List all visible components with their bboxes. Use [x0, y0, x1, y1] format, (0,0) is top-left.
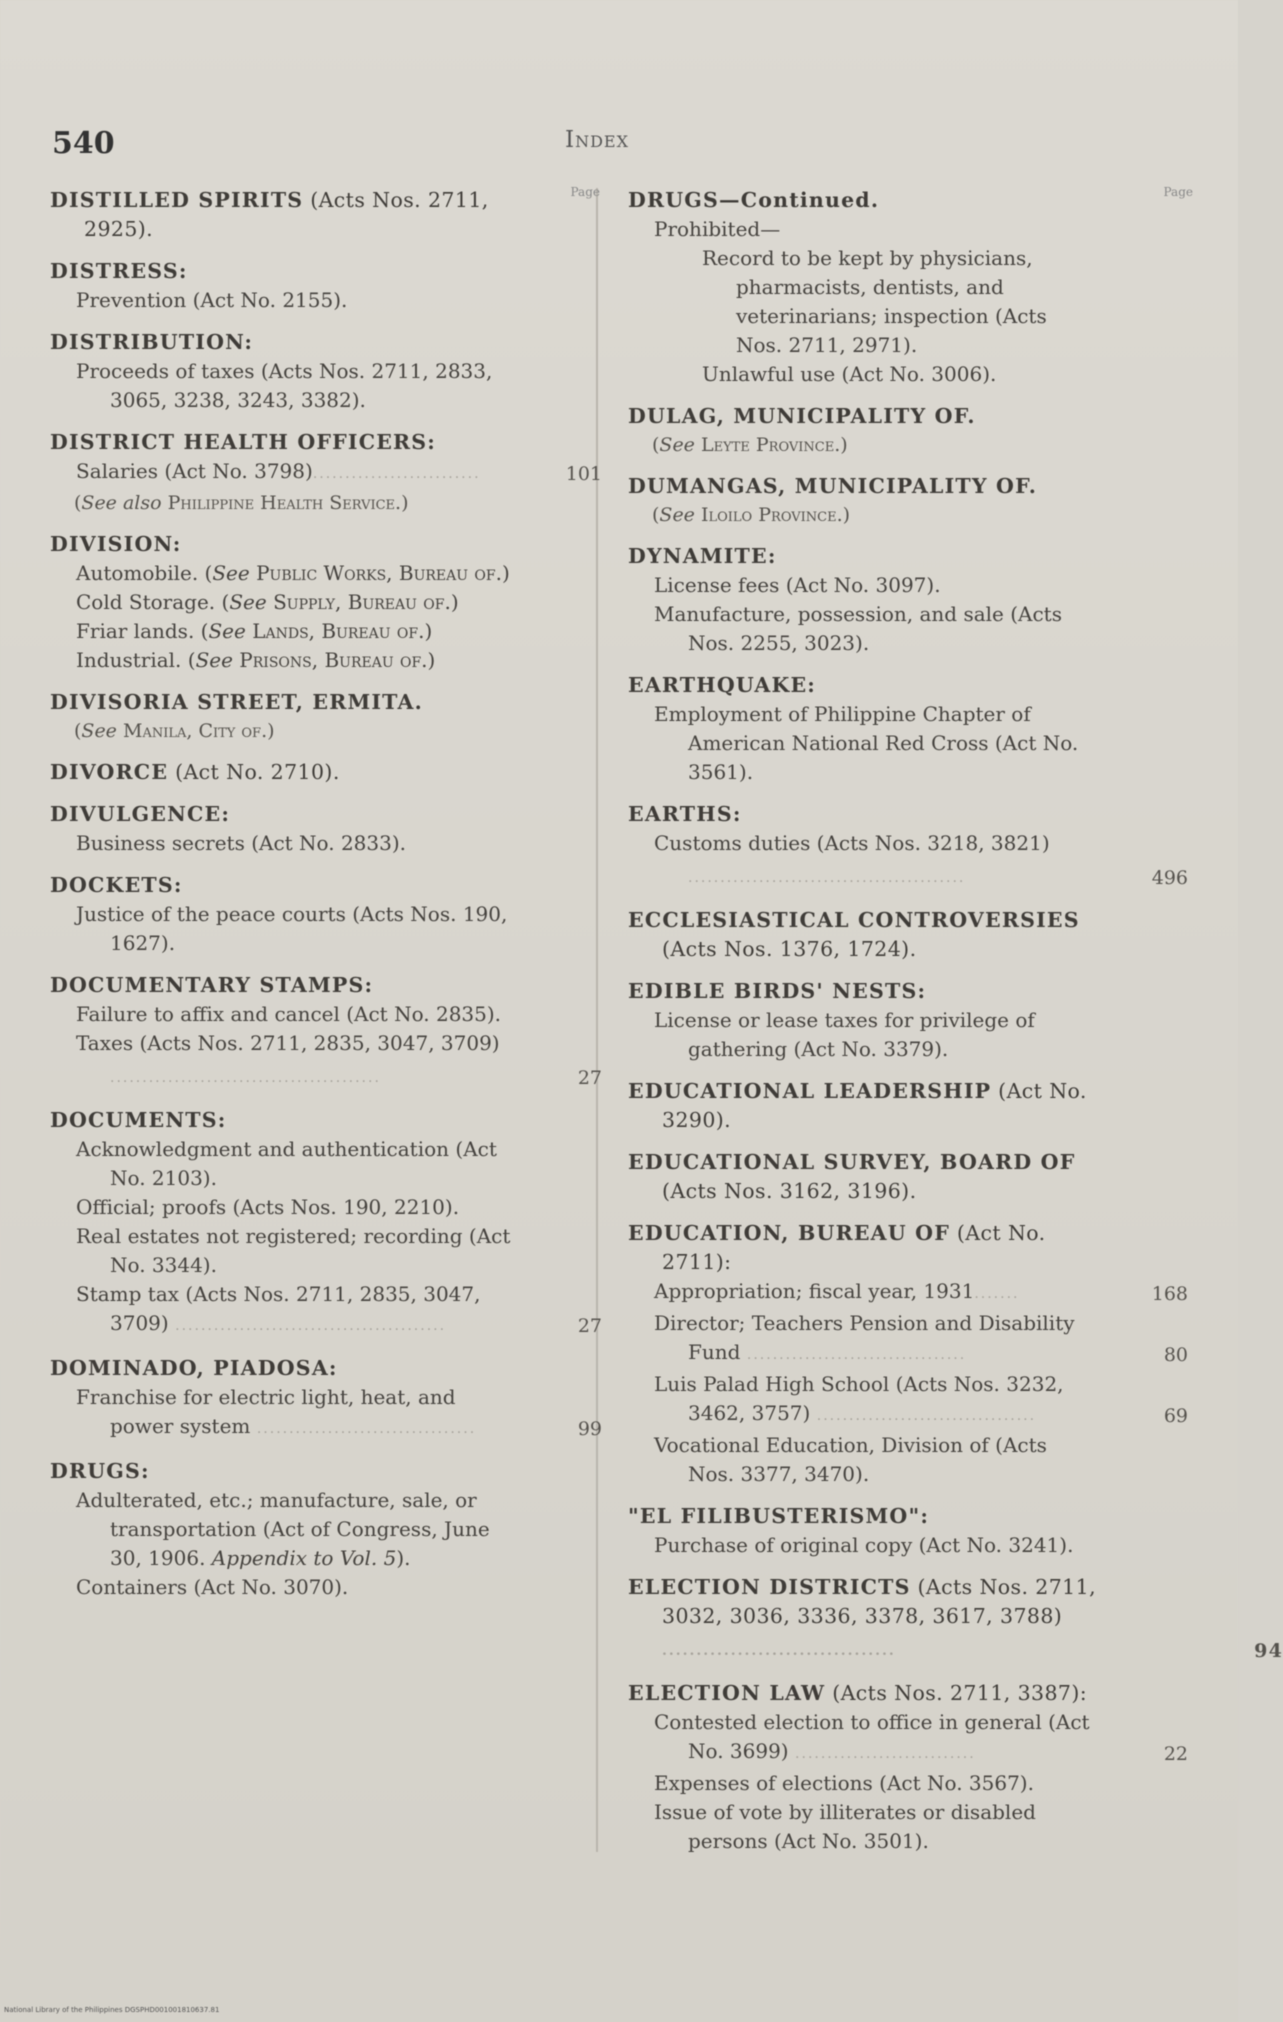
- page-ref: 168: [1151, 1283, 1188, 1305]
- sub-entry: Issue of vote by illiterates or disabled persons (Act No. 3501).: [654, 1800, 1036, 1853]
- see-ref: (See Iloilo Province.): [652, 504, 851, 526]
- sub-entry: [50, 588, 590, 617]
- see-label: See: [212, 561, 250, 585]
- index-entry: [50, 800, 590, 858]
- sub-entry-text: ).: [396, 1546, 411, 1570]
- entry-heading: DIVORCE: [50, 760, 169, 784]
- entry-reference: (Act No. 2710).: [168, 760, 340, 784]
- page-column-label: Page: [1163, 185, 1193, 199]
- sub-entry-text: Stamp tax (Acts Nos. 2711, 2835, 3047, 3709): [76, 1282, 481, 1335]
- entry-reference: (Acts Nos. 3162, 3196).: [662, 1179, 917, 1203]
- entry-heading: DOMINADO, PIADOSA:: [50, 1356, 338, 1380]
- page-ref: 69: [1163, 1405, 1188, 1427]
- entry-heading: EARTHQUAKE:: [628, 673, 817, 697]
- sub-entry-text: Adulterated, etc.; manufacture, sale, or transportation (Act of Congress, June 30, 1906.: [76, 1488, 490, 1570]
- entry-reference: (Act No. 3290).: [662, 1079, 1087, 1132]
- entry-heading: DYNAMITE:: [628, 544, 777, 568]
- see-target: Leyte Province.): [700, 434, 848, 456]
- entry-heading: EDUCATIONAL SURVEY, BOARD OF: [628, 1150, 1076, 1174]
- entry-heading: DISTRICT HEALTH OFFICERS:: [50, 430, 437, 454]
- index-entry: [50, 328, 590, 415]
- sub-entry-text: Industrial. (: [76, 648, 196, 672]
- entry-reference: (Acts Nos. 2711, 3032, 3036, 3336, 3378, 3617, 3788): [662, 1575, 1096, 1628]
- index-entry: [628, 671, 1193, 787]
- sub-entry: Expenses of elections (Act No. 3567).: [654, 1771, 1034, 1795]
- entry-reference: (Acts Nos. 2711, 2925).: [84, 188, 489, 241]
- left-column: [50, 185, 602, 1615]
- sub-entry: Real estates not registered; recording (Act No. 3344).: [76, 1224, 511, 1277]
- see-ref: (See Leyte Province.): [652, 434, 848, 456]
- sub-entry: Failure to affix and cancel (Act No. 2835).: [76, 1002, 502, 1026]
- index-entry: [50, 186, 590, 244]
- index-entry: [628, 1219, 1193, 1489]
- entry-heading: DIVISION:: [50, 532, 182, 556]
- entry-reference: (Acts Nos. 2711, 3387):: [825, 1681, 1088, 1705]
- entry-heading: ECCLESIASTICAL CONTROVERSIES: [628, 908, 1080, 932]
- see-target: Manila, City of.): [122, 720, 275, 742]
- sub-entry: Stamp tax (Acts Nos. 2711, 2835, 3047, 3709) .......................................... 27: [50, 1280, 590, 1341]
- see-label: See: [208, 619, 246, 643]
- sub-entry: Contested election to office in general (Act No. 3699) ............................ 22: [628, 1708, 1193, 1769]
- index-entry: [628, 800, 1193, 893]
- see-target: Philippine Health Service.): [167, 492, 409, 514]
- page-ref: 101: [565, 463, 602, 485]
- entry-heading: "EL FILIBUSTERISMO":: [628, 1504, 930, 1528]
- index-entry: [628, 1502, 1193, 1560]
- entry-heading: EDUCATION, BUREAU OF: [628, 1221, 950, 1245]
- see-target: Public Works, Bureau of.): [256, 561, 510, 585]
- index-entry: [50, 758, 590, 787]
- sub-entry-text: Luis Palad High School (Acts Nos. 3232, 3462, 3757): [654, 1372, 1064, 1425]
- sub-entry-text: Appropriation; fiscal year, 1931: [654, 1279, 975, 1303]
- right-column: [628, 185, 1283, 1869]
- entry-heading: DISTRESS:: [50, 259, 188, 283]
- sub-entry-text: Director; Teachers Pension and Disability Fund: [654, 1311, 1075, 1364]
- index-entry: [628, 906, 1193, 964]
- sub-entry: Purchase of original copy (Act No. 3241).: [654, 1533, 1074, 1557]
- see-also-ref: (See also Philippine Health Service.): [74, 492, 409, 514]
- page-ref: 80: [1163, 1344, 1188, 1366]
- sub-entry-text: Contested election to office in general (Act No. 3699): [654, 1710, 1090, 1763]
- sub-entry: Salaries (Act No. 3798).......................... 101: [50, 457, 590, 489]
- index-entry: [628, 542, 1193, 658]
- sub-entry: Employment of Philippine Chapter of American National Red Cross (Act No. 3561).: [654, 702, 1079, 784]
- page-ref: 27: [577, 1315, 602, 1337]
- index-entry: [50, 971, 602, 1093]
- entry-heading: DOCUMENTS:: [50, 1108, 227, 1132]
- index-entry: [50, 1354, 602, 1444]
- sub-entry-text: Cold Storage. (: [76, 590, 230, 614]
- index-entry: [628, 1077, 1193, 1135]
- page-ref: 496: [1151, 867, 1188, 889]
- sub-entry: Manufacture, possession, and sale (Acts Nos. 2255, 3023).: [654, 602, 1062, 655]
- sub-entry: Appropriation; fiscal year, 1931....... 168: [628, 1277, 1193, 1309]
- entry-heading: DISTILLED SPIRITS: [50, 188, 304, 212]
- entry-heading: ELECTION LAW: [628, 1681, 826, 1705]
- see-label: See: [229, 590, 267, 614]
- page-ref: 22: [1163, 1743, 1188, 1765]
- sub-entry: Unlawful use (Act No. 3006).: [702, 362, 997, 386]
- entry-heading: EDUCATIONAL LEADERSHIP: [628, 1079, 992, 1103]
- see-target: Prisons, Bureau of.): [239, 648, 436, 672]
- sub-entry: Record to be kept by physicians, pharmacists, dentists, and veterinarians; inspection (Acts Nos. 2711, 2971).: [702, 246, 1047, 357]
- see-label: See: [659, 434, 695, 456]
- see-target: Supply, Bureau of.): [273, 590, 459, 614]
- index-entry: [628, 186, 1193, 389]
- page-column-label: Page: [570, 185, 600, 199]
- sub-entry: Acknowledgment and authentication (Act No. 2103).: [76, 1137, 497, 1190]
- sub-entry: Official; proofs (Acts Nos. 190, 2210).: [76, 1195, 460, 1219]
- see-label: See: [195, 648, 233, 672]
- entry-heading: DRUGS:: [50, 1459, 150, 1483]
- sub-entry: License or lease taxes for privilege of gathering (Act No. 3379).: [654, 1008, 1035, 1061]
- index-entry: [50, 1106, 602, 1341]
- sub-entry: Luis Palad High School (Acts Nos. 3232, 3462, 3757) .................................. 69: [628, 1370, 1193, 1431]
- sub-entry: Proceeds of taxes (Acts Nos. 2711, 2833, 3065, 3238, 3243, 3382).: [76, 359, 493, 412]
- sub-entry-text: Salaries (Act No. 3798): [76, 459, 313, 483]
- sub-entry-text: Customs duties (Acts Nos. 3218, 3821): [654, 831, 1050, 855]
- sub-entry: [50, 559, 590, 588]
- appendix-ref: Appendix to Vol. 5: [211, 1546, 397, 1570]
- see-label: See also: [81, 492, 162, 514]
- index-entry: [628, 402, 1193, 459]
- index-entry: [628, 1148, 1193, 1206]
- entry-heading: DOCKETS:: [50, 873, 183, 897]
- index-entry: [628, 977, 1193, 1064]
- page-ref: 99: [577, 1418, 602, 1440]
- scan-footer: National Library of the Philippines DGSPHD001001810637.81: [4, 2006, 220, 2014]
- index-entry: [628, 472, 1193, 529]
- page-ref: 27: [577, 1067, 602, 1089]
- sub-entry: Business secrets (Act No. 2833).: [76, 831, 406, 855]
- sub-entry: Vocational Education, Division of (Acts Nos. 3377, 3470).: [654, 1433, 1047, 1486]
- see-target: Lands, Bureau of.): [252, 619, 433, 643]
- entry-heading: DIVULGENCE:: [50, 802, 231, 826]
- entry-heading: DOCUMENTARY STAMPS:: [50, 973, 374, 997]
- sub-entry-text: Friar lands. (: [76, 619, 209, 643]
- entry-heading: ELECTION DISTRICTS: [628, 1575, 911, 1599]
- page-ref: 94: [1254, 1640, 1283, 1662]
- entry-heading: EDIBLE BIRDS' NESTS:: [628, 979, 927, 1003]
- sub-entry: Franchise for electric light, heat, and power system .................................. 99: [50, 1383, 590, 1444]
- index-entry: [50, 257, 590, 315]
- sub-entry: Prevention (Act No. 2155).: [76, 288, 348, 312]
- sub-entry: [50, 646, 590, 675]
- index-entry: [50, 688, 590, 745]
- sub-entry: License fees (Act No. 3097).: [654, 573, 941, 597]
- sub-entry: Prohibited—: [654, 217, 781, 241]
- sub-entry: Director; Teachers Pension and Disability Fund .................................. 80: [628, 1309, 1193, 1370]
- sub-entry-text: Automobile. (: [76, 561, 213, 585]
- sub-entry-text: Taxes (Acts Nos. 2711, 2835, 3047, 3709): [76, 1031, 500, 1055]
- page-number: 540: [52, 126, 115, 161]
- entry-heading: DIVISORIA STREET, ERMITA.: [50, 690, 423, 714]
- running-head: Index: [565, 127, 629, 153]
- see-label: See: [659, 504, 695, 526]
- entry-heading: DRUGS—Continued.: [628, 188, 880, 212]
- index-entry: [50, 1457, 590, 1602]
- entry-heading: DUMANGAS, MUNICIPALITY OF.: [628, 474, 1038, 498]
- see-target: Iloilo Province.): [700, 504, 851, 526]
- entry-reference: (Act No. 2711):: [662, 1221, 1046, 1274]
- entry-heading: DULAG, MUNICIPALITY OF.: [628, 404, 976, 428]
- sub-entry: Justice of the peace courts (Acts Nos. 190, 1627).: [76, 902, 508, 955]
- sub-entry: Taxes (Acts Nos. 2711, 2835, 3047, 3709) .......................................... 27: [50, 1029, 590, 1093]
- index-entry: [50, 530, 590, 675]
- sub-entry: Customs duties (Acts Nos. 3218, 3821) ........................................... 496: [628, 829, 1193, 893]
- entry-reference: (Acts Nos. 1376, 1724).: [662, 937, 917, 961]
- sub-entry: Containers (Act No. 3070).: [76, 1575, 349, 1599]
- column-divider: [596, 188, 598, 1852]
- sub-entry-text: Franchise for electric light, heat, and power system: [76, 1385, 456, 1438]
- sub-entry: [50, 617, 590, 646]
- index-entry: [50, 871, 590, 958]
- see-label: See: [81, 720, 117, 742]
- index-entry: [628, 1679, 1193, 1856]
- entry-heading: DISTRIBUTION:: [50, 330, 254, 354]
- index-entry: ELECTION DISTRICTS (Acts Nos. 2711, 3032, 3036, 3336, 3378, 3617, 3788) .................................. 94: [628, 1573, 1193, 1666]
- see-ref: (See Manila, City of.): [74, 720, 275, 742]
- sub-entry: [50, 1486, 590, 1573]
- entry-heading: EARTHS:: [628, 802, 742, 826]
- index-entry: [50, 428, 602, 517]
